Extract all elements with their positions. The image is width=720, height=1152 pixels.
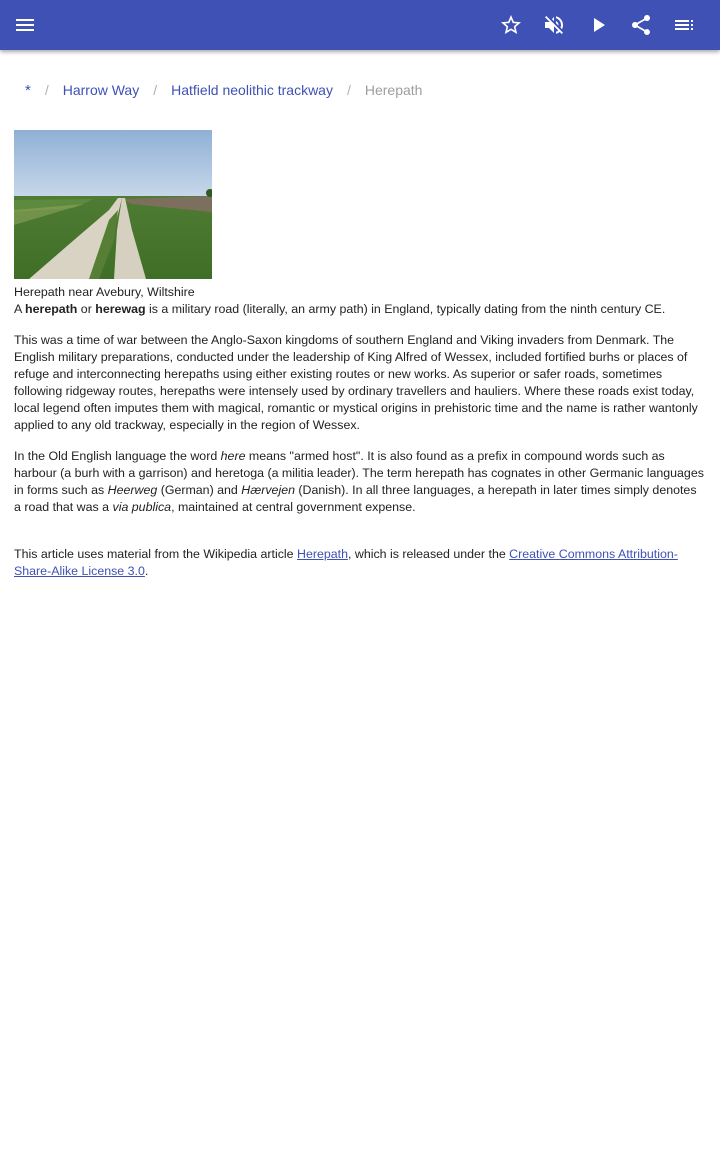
contents-button[interactable] <box>664 5 704 45</box>
wikipedia-article-link[interactable]: Herepath <box>297 547 348 561</box>
menu-button[interactable] <box>5 5 45 45</box>
star-outline-icon <box>499 13 523 37</box>
attribution-paragraph <box>14 546 706 580</box>
share-icon <box>629 13 653 37</box>
breadcrumb-separator: / <box>44 82 49 98</box>
volume-off-icon <box>542 13 566 37</box>
etymology-paragraph <box>14 448 706 516</box>
mute-button[interactable] <box>534 5 574 45</box>
term-herepath: herepath <box>25 302 78 316</box>
landscape-photo <box>14 130 212 279</box>
breadcrumb-item-harrow-way[interactable]: Harrow Way <box>62 82 140 98</box>
paragraph-text: In the Old English language the word <box>14 449 221 463</box>
article-content <box>14 130 706 580</box>
breadcrumb-separator: / <box>153 82 158 98</box>
article-image[interactable] <box>14 130 212 279</box>
share-button[interactable] <box>621 5 661 45</box>
emphasis-via-publica: via publica <box>112 500 172 514</box>
emphasis-haervejen: Hærvejen <box>241 483 295 497</box>
toc-icon <box>672 13 696 37</box>
image-caption: Herepath near Avebury, Wiltshire <box>14 285 195 299</box>
term-herewag: herewag <box>95 302 146 316</box>
paragraph-text: (Danish). In all three languages, a herepath in later times simply denotes a road that was a <box>14 483 697 514</box>
attribution-text: . <box>144 564 149 578</box>
breadcrumb-current: Herepath <box>364 82 423 98</box>
favorite-button[interactable] <box>491 5 531 45</box>
menu-icon <box>13 13 37 37</box>
attribution-text: , which is released under the <box>348 547 510 561</box>
license-link[interactable]: Creative Commons Attribution-Share-Alike License 3.0 <box>14 547 678 578</box>
paragraph-text: , maintained at central government expense. <box>171 500 416 514</box>
attribution-text: This article uses material from the Wikipedia article <box>14 547 298 561</box>
history-paragraph: This was a time of war between the Anglo-Saxon kingdoms of southern England and Viking invaders from Denmark. The English military preparations, conducted under the leadership of King Alfred of Wessex, included fortified burhs or places of refuge and interconnecting herepaths using either existing routes or new works. As superior or safer roads, sometimes following ridgeway routes, herepaths were intensely used by ordinary travellers and hauliers. Where these roads exist today, local legend often imputes them with magical, romantic or mystical origins in prehistoric time and the name is rather wantonly applied to any old trackway, especially in the region of Wessex. <box>14 333 698 432</box>
breadcrumb-separator: / <box>346 82 351 98</box>
emphasis-here: here <box>220 449 246 463</box>
breadcrumb <box>25 80 422 100</box>
emphasis-heerweg: Heerweg <box>107 483 158 497</box>
breadcrumb-home[interactable]: * <box>25 81 31 99</box>
breadcrumb-item-hatfield-trackway[interactable]: Hatfield neolithic trackway <box>171 82 333 98</box>
play-button[interactable] <box>578 5 618 45</box>
lead-text: is a military road (literally, an army path) in England, typically dating from the ninth century CE. <box>145 302 666 316</box>
lead-paragraph <box>14 301 706 318</box>
lead-text: A <box>14 302 26 316</box>
spacer <box>14 516 706 546</box>
paragraph-text: (German) and <box>157 483 242 497</box>
play-icon <box>586 13 610 37</box>
app-bar <box>0 0 720 50</box>
paragraph-text: means "armed host". It is also found as a prefix in compound words such as harbour (a burh with a garrison) and heretoga (a militia leader). The term herepath has cognates in other Germanic languages in forms such as <box>14 449 704 497</box>
lead-text: or <box>77 302 96 316</box>
